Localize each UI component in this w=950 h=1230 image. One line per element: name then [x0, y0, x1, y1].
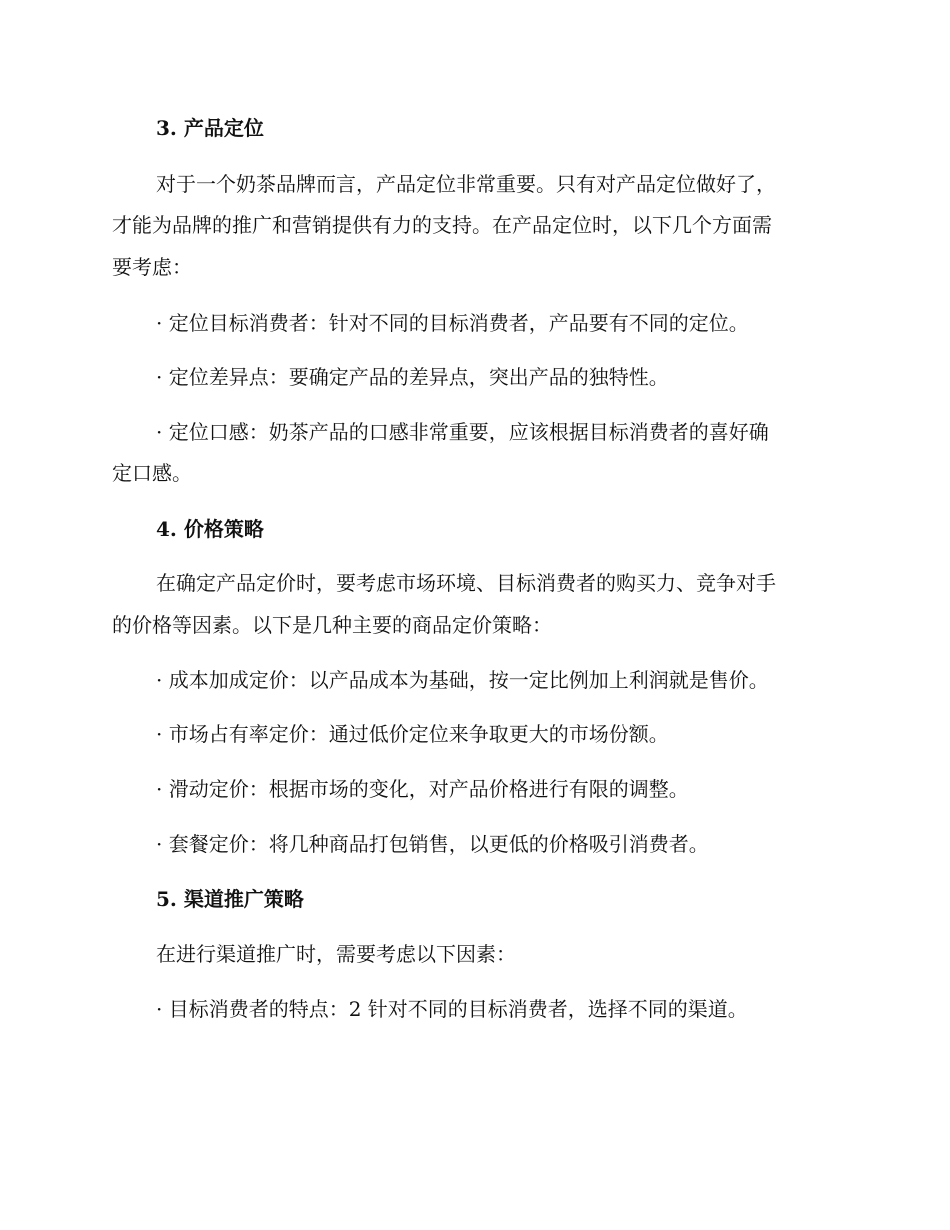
bullet-item: · 套餐定价：将几种商品打包销售，以更低的价格吸引消费者。: [156, 832, 709, 856]
bullet-item: · 定位目标消费者：针对不同的目标消费者，产品要有不同的定位。: [156, 311, 749, 335]
paragraph-line: 才能为品牌的推广和营销提供有力的支持。在产品定位时，以下几个方面需: [112, 213, 772, 237]
bullet-item-continuation: 定口感。: [112, 461, 192, 485]
bullet-item: · 定位口感：奶茶产品的口感非常重要，应该根据目标消费者的喜好确: [156, 420, 769, 444]
paragraph-line: 对于一个奶茶品牌而言，产品定位非常重要。只有对产品定位做好了，: [156, 172, 776, 196]
section-heading-4: 4. 价格策略: [156, 517, 264, 541]
bullet-item: · 目标消费者的特点：2 针对不同的目标消费者，选择不同的渠道。: [156, 997, 748, 1021]
section-heading-5: 5. 渠道推广策略: [156, 887, 304, 911]
paragraph-line: 的价格等因素。以下是几种主要的商品定价策略：: [112, 613, 552, 637]
bullet-item: · 滑动定价：根据市场的变化，对产品价格进行有限的调整。: [156, 777, 689, 801]
paragraph-line: 要考虑：: [112, 255, 192, 279]
section-heading-3: 3. 产品定位: [156, 116, 264, 140]
paragraph-line: 在进行渠道推广时，需要考虑以下因素：: [156, 942, 516, 966]
bullet-item: · 定位差异点：要确定产品的差异点，突出产品的独特性。: [156, 365, 669, 389]
bullet-item: · 成本加成定价：以产品成本为基础，按一定比例加上利润就是售价。: [156, 668, 769, 692]
bullet-item: · 市场占有率定价：通过低价定位来争取更大的市场份额。: [156, 722, 669, 746]
paragraph-line: 在确定产品定价时，要考虑市场环境、目标消费者的购买力、竞争对手: [156, 571, 776, 595]
